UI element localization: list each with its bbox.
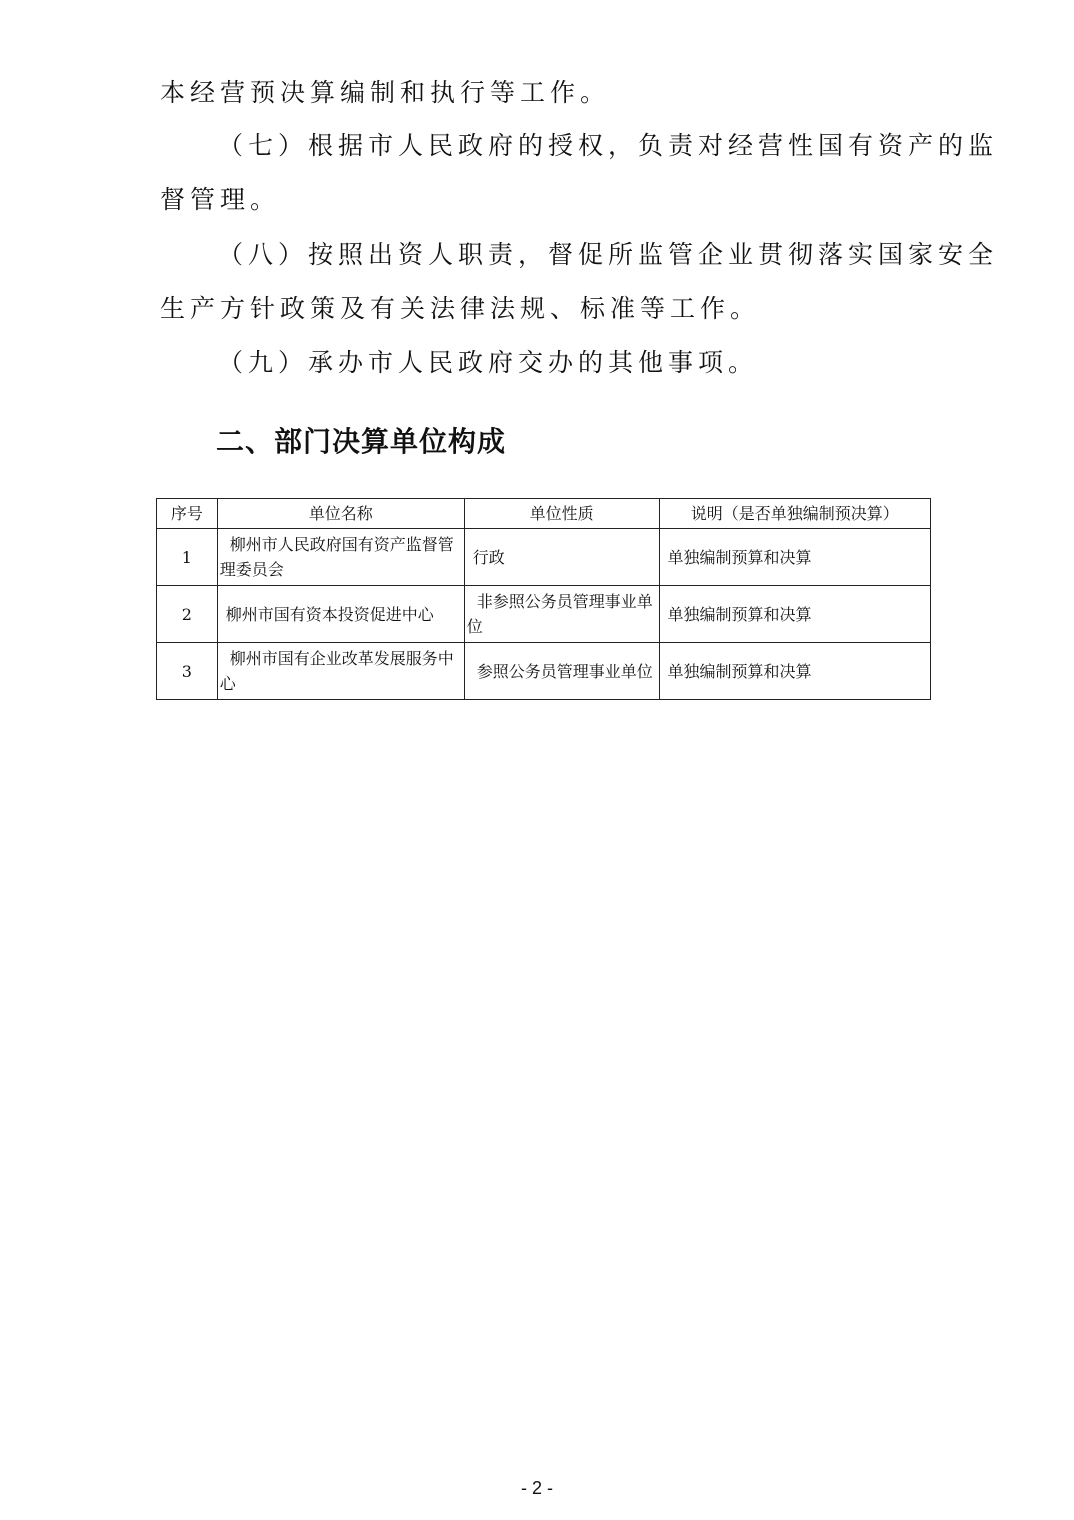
- paragraph-line: （七）根据市人民政府的授权，负责对经营性国有资产的监: [218, 131, 999, 160]
- section-heading: 二、部门决算单位构成: [216, 425, 507, 458]
- header-unit-name: 单位名称: [217, 499, 464, 529]
- cell-unit-nature: [464, 586, 659, 643]
- cell-note: 单独编制预算和决算: [659, 529, 931, 586]
- cell-note: 单独编制预算和决算: [659, 643, 931, 700]
- unit-name-text: 柳州市国有企业改革发展服务中心: [219, 649, 454, 693]
- unit-composition-table: [156, 498, 931, 700]
- cell-no: 2: [157, 586, 218, 643]
- cell-unit-nature: [464, 643, 659, 700]
- header-note: 说明（是否单独编制预决算）: [659, 499, 931, 529]
- cell-unit-nature: 行政: [464, 529, 659, 586]
- cell-unit-name: 柳州市国有资本投资促进中心: [217, 586, 464, 643]
- cell-no: 1: [157, 529, 218, 586]
- cell-unit-name: [217, 529, 464, 586]
- table-row: [157, 529, 931, 586]
- unit-name-text: 柳州市人民政府国有资产监督管理委员会: [219, 535, 454, 579]
- header-unit-nature: 单位性质: [464, 499, 659, 529]
- cell-note: 单独编制预算和决算: [659, 586, 931, 643]
- paragraph-line: 本经营预决算编制和执行等工作。: [160, 78, 611, 107]
- header-no: 序号: [157, 499, 218, 529]
- unit-nature-text: 参照公务员管理事业单位: [476, 661, 653, 681]
- paragraph-line: （九）承办市人民政府交办的其他事项。: [218, 348, 759, 377]
- paragraph-line: 生产方针政策及有关法律法规、标准等工作。: [160, 294, 761, 323]
- unit-nature-text: 非参照公务员管理事业单位: [466, 592, 653, 636]
- page-number: - 2 -: [520, 1478, 553, 1498]
- table-row: [157, 643, 931, 700]
- cell-no: 3: [157, 643, 218, 700]
- table-header-row: [157, 499, 931, 529]
- table-row: [157, 586, 931, 643]
- cell-unit-name: [217, 643, 464, 700]
- paragraph-line: （八）按照出资人职责，督促所监管企业贯彻落实国家安全: [218, 240, 999, 269]
- paragraph-line: 督管理。: [160, 185, 281, 214]
